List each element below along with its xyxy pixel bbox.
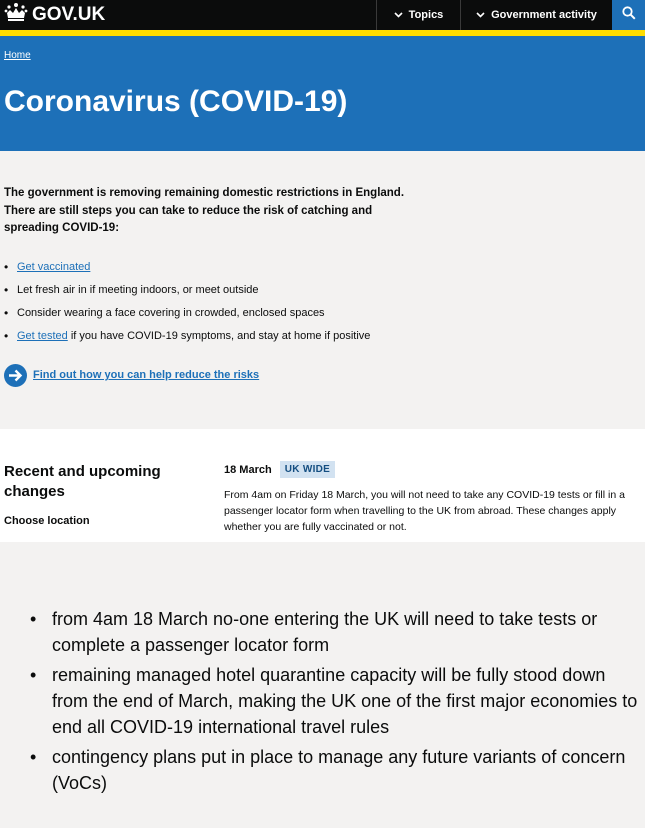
hero-banner: [0, 36, 645, 151]
nav-topics[interactable]: [376, 0, 460, 30]
search-button[interactable]: [612, 0, 645, 30]
change-date: 18 March: [224, 463, 272, 476]
reduce-risks-cta[interactable]: [4, 364, 641, 387]
intro-list: [4, 256, 641, 348]
list-item: • contingency plans put in place to manage any future variants of concern (VoCs): [0, 744, 640, 796]
header-nav: [376, 0, 645, 30]
changes-heading: Recent and upcoming changes: [4, 463, 161, 500]
detail-list: [0, 606, 645, 796]
search-icon: [622, 6, 636, 25]
nav-topics-label: Topics: [408, 9, 444, 21]
list-item: [4, 279, 641, 302]
list-item: [4, 302, 641, 325]
list-item: [4, 256, 641, 279]
nav-government-activity-label: Government activity: [491, 9, 597, 21]
site-header: [0, 0, 645, 30]
arrow-right-icon: [4, 364, 27, 387]
list-item-text: if you have COVID-19 symptoms, and stay at home if positive: [67, 329, 371, 342]
chevron-down-icon: [394, 10, 403, 20]
intro-section: [0, 151, 645, 429]
govuk-logo[interactable]: [0, 0, 105, 30]
change-date-row: [224, 461, 642, 478]
crown-icon: [4, 2, 28, 28]
change-body: From 4am on Friday 18 March, you will not need to take any COVID-19 tests or fill in a passenger locator form when travelling to the UK from abroad. These changes apply whether you are fully vaccinated or not.: [224, 489, 625, 533]
list-item-text: Consider wearing a face covering in crowded, enclosed spaces: [17, 306, 325, 319]
breadcrumb-home[interactable]: Home: [4, 50, 31, 61]
list-item: [4, 325, 641, 348]
changes-detail-list: [0, 542, 645, 828]
list-item: • remaining managed hotel quarantine capacity will be fully stood down from the end of March, making the UK one of the first major economies to end all COVID-19 international travel rules: [0, 662, 640, 740]
changes-section: [0, 429, 645, 542]
reduce-risks-link[interactable]: Find out how you can help reduce the risks: [33, 369, 260, 381]
list-item-text: Let fresh air in if meeting indoors, or meet outside: [17, 283, 259, 296]
logo-text: GOV.UK: [32, 4, 106, 25]
change-entry: [224, 461, 642, 535]
get-vaccinated-link[interactable]: Get vaccinated: [17, 260, 91, 273]
changes-sidebar: [4, 462, 204, 527]
chevron-down-icon: [476, 10, 485, 20]
choose-location-label: Choose location: [4, 515, 90, 527]
nav-government-activity[interactable]: [460, 0, 612, 30]
get-tested-link[interactable]: Get tested: [17, 329, 68, 342]
uk-wide-tag: UK WIDE: [280, 461, 335, 478]
intro-lead: The government is removing remaining domestic restrictions in England. There are still steps you can take to reduce the risk of catching and spreading COVID-19:: [4, 187, 405, 234]
page-title: Coronavirus (COVID-19): [4, 85, 348, 118]
list-item: • from 4am 18 March no-one entering the UK will need to take tests or complete a passenger locator form: [0, 606, 640, 658]
